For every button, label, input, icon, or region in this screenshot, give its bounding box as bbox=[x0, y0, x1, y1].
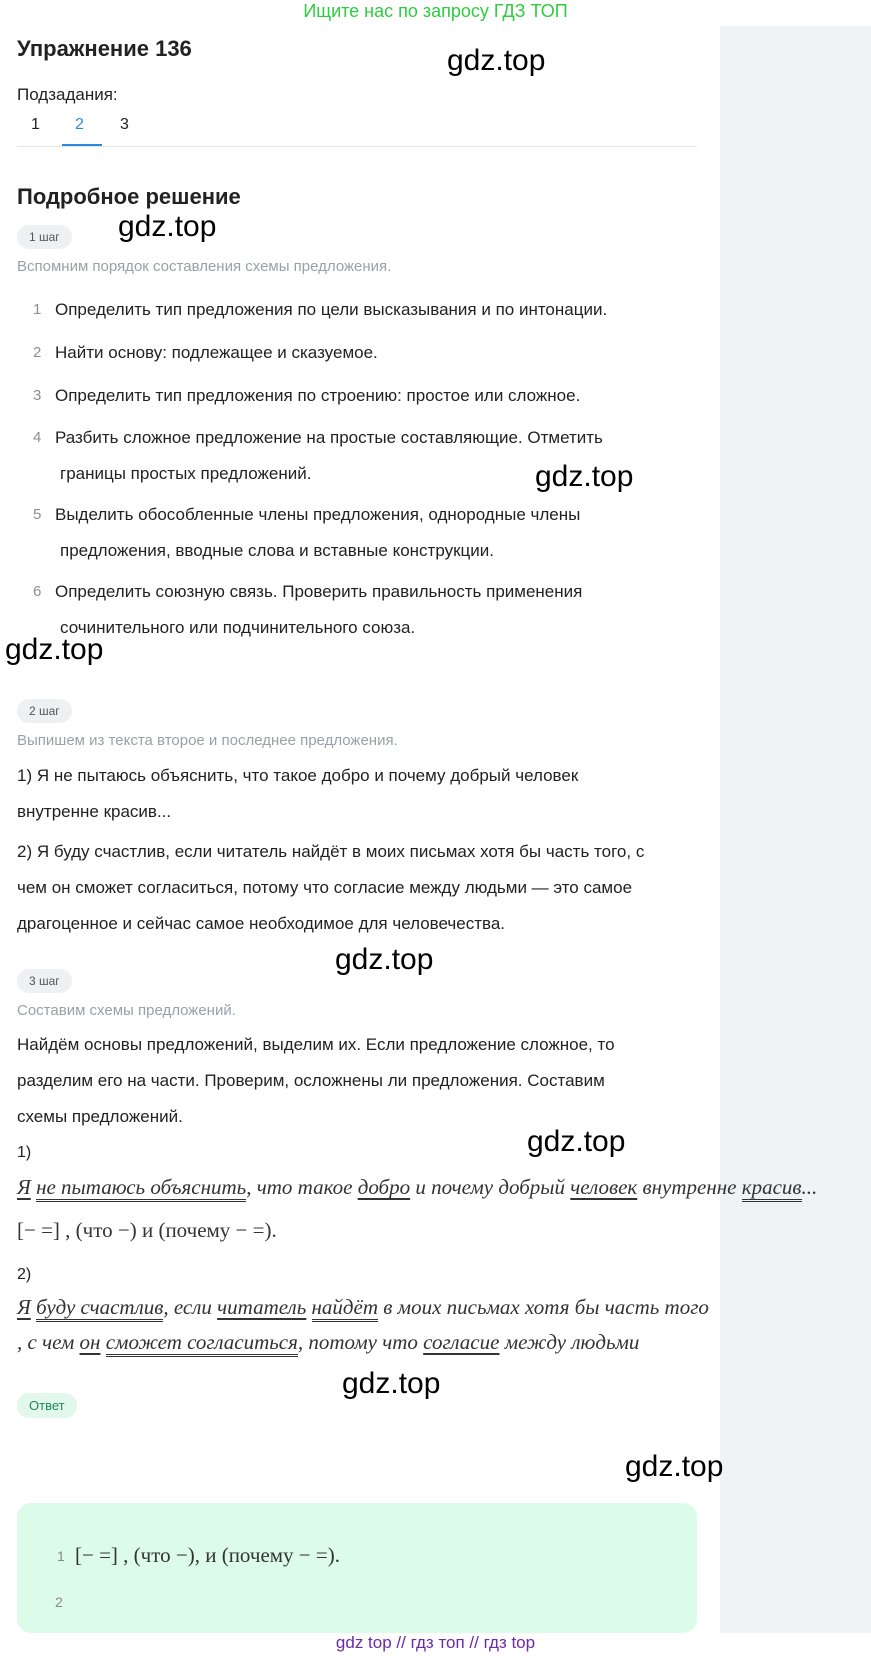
answer-box bbox=[17, 1503, 697, 1633]
step-paragraph: Найдём основы предложений, выделим их. Если предложение сложное, то разделим его на части. Проверим, осложнены ли предложения. Составим схемы предложений. bbox=[17, 1035, 615, 1126]
sentence-scheme: [− =] , (что −) и (почему − =). bbox=[17, 1218, 277, 1242]
parsed-sentence-2-cont: , с чем он сможет согласиться, потому что согласие между людьми bbox=[17, 1330, 639, 1355]
step-description: Вспомним порядок составления схемы предложения. bbox=[17, 258, 392, 275]
list-item: 1 Определить тип предложения по цели высказывания и по интонации. bbox=[33, 300, 608, 319]
tab-3[interactable]: 3 bbox=[120, 116, 129, 133]
step-description: Выпишем из текста второе и последнее предложения. bbox=[17, 732, 398, 749]
list-item: 3 Определить тип предложения по строению: простое или сложное. bbox=[33, 386, 581, 405]
watermark: gdz.top bbox=[625, 1450, 724, 1483]
list-item: 4 Разбить сложное предложение на простые составляющие. Отметить границы простых предложений. bbox=[33, 428, 603, 483]
sentence-label: 1) bbox=[17, 1144, 32, 1161]
subtask-tabs bbox=[17, 110, 697, 147]
active-tab-indicator bbox=[62, 144, 102, 146]
page-title: Упражнение 136 bbox=[17, 36, 192, 61]
list-item: 5 Выделить обособленные члены предложения, однородные члены предложения, вводные слова и вставные конструкции. bbox=[33, 505, 581, 560]
answer-scheme: [− =] , (что −), и (почему − =). bbox=[75, 1543, 340, 1567]
list-item: 2 Найти основу: подлежащее и сказуемое. bbox=[33, 343, 378, 362]
side-panel bbox=[720, 26, 871, 1633]
sentence-2: 2) Я буду счастлив, если читатель найдёт в моих письмах хотя бы часть того, с чем он сможет согласиться, потому что согласие между людьми — это самое драгоценное и сейчас самое необходимое для человечества. bbox=[17, 842, 645, 933]
parsed-sentence-1: Я не пытаюсь объяснить, что такое добро и почему добрый человек внутренне красив... bbox=[17, 1175, 817, 1200]
tab-2[interactable]: 2 bbox=[75, 116, 84, 133]
watermark: gdz.top bbox=[535, 460, 634, 493]
step-badge: 2 шаг bbox=[17, 699, 72, 723]
watermark: gdz.top bbox=[5, 633, 104, 666]
watermark: gdz.top bbox=[335, 943, 434, 976]
parsed-sentence-2: Я буду счастлив, если читатель найдёт в моих письмах хотя бы часть того bbox=[17, 1295, 709, 1320]
step-badge: 1 шаг bbox=[17, 225, 72, 249]
search-banner: Ищите нас по запросу ГДЗ ТОП bbox=[303, 1, 568, 21]
sentence-1: 1) Я не пытаюсь объяснить, что такое добро и почему добрый человек внутренне красив... bbox=[17, 766, 579, 821]
sentence-label: 2) bbox=[17, 1266, 32, 1283]
footer-links[interactable]: gdz top // гдз топ // гдз top bbox=[335, 1633, 536, 1652]
subtasks-label: Подзадания: bbox=[17, 85, 118, 104]
answer-item-number: 2 bbox=[55, 1594, 63, 1610]
watermark: gdz.top bbox=[527, 1125, 626, 1158]
watermark: gdz.top bbox=[447, 44, 546, 77]
solution-title: Подробное решение bbox=[17, 184, 241, 209]
step-badge: 3 шаг bbox=[17, 969, 72, 993]
watermark: gdz.top bbox=[118, 210, 217, 243]
answer-badge: Ответ bbox=[17, 1393, 77, 1418]
list-item: 6 Определить союзную связь. Проверить правильность применения сочинительного или подчинительного союза. bbox=[33, 582, 583, 637]
tab-1[interactable]: 1 bbox=[31, 116, 40, 133]
answer-item-number: 1 bbox=[57, 1548, 65, 1564]
step-description: Составим схемы предложений. bbox=[17, 1002, 236, 1019]
watermark: gdz.top bbox=[342, 1367, 441, 1400]
